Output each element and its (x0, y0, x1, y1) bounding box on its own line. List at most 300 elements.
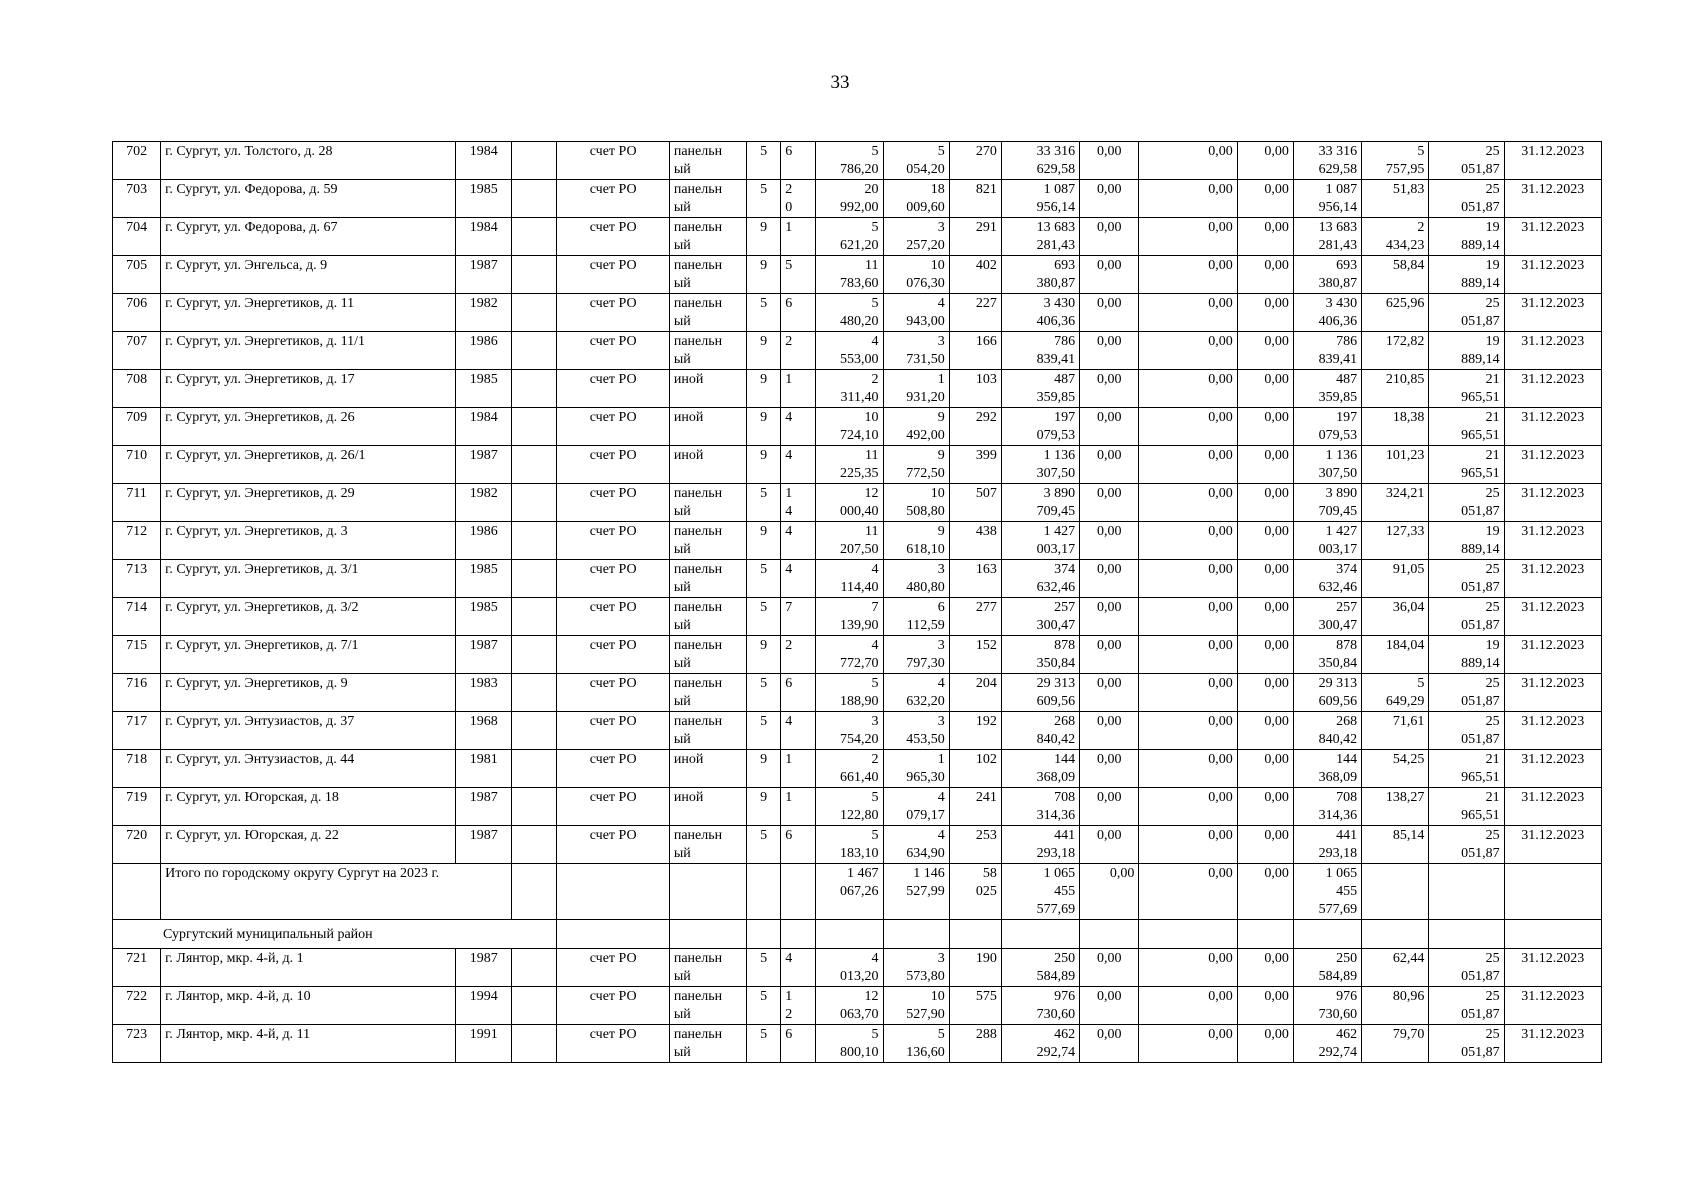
cell-floors: 9 (747, 218, 781, 256)
cell-fund-method: счет РО (557, 987, 669, 1025)
cell-fund-method: счет РО (557, 674, 669, 712)
cell-fund-method: счет РО (557, 370, 669, 408)
cell-address: г. Сургут, ул. Энергетиков, д. 3/2 (161, 598, 456, 636)
cell-wall-material: панельн ый (669, 826, 746, 864)
cell-living-area: 3 453,50 (883, 712, 949, 750)
cell-row-number: 722 (113, 987, 161, 1025)
cell-cost-per-sqm: 127,33 (1362, 522, 1429, 560)
cell-cost-fund: 462 292,74 (1293, 1025, 1361, 1063)
cell-floors: 5 (747, 142, 781, 180)
cell-cost-v3: 0,00 (1237, 256, 1293, 294)
cell-living-area: 3 573,80 (883, 949, 949, 987)
table-row (113, 218, 1602, 256)
cell-cost-v2: 0,00 (1139, 598, 1237, 636)
cell-year: 1987 (456, 826, 512, 864)
cell-total-area: 3 754,20 (816, 712, 883, 750)
cell-residents: 102 (949, 750, 1001, 788)
cell-cost-fund: 250 584,89 (1293, 949, 1361, 987)
cell-limit-cost: 19 889,14 (1429, 218, 1504, 256)
cell-wall-material: панельн ый (669, 598, 746, 636)
cell-residents: 821 (949, 180, 1001, 218)
cell-limit-cost: 19 889,14 (1429, 256, 1504, 294)
cell-repair-cost: 878 350,84 (1001, 636, 1079, 674)
total-area: 1 467 067,26 (816, 864, 883, 920)
cell-cost-per-sqm: 58,84 (1362, 256, 1429, 294)
cell-total-area: 5 183,10 (816, 826, 883, 864)
cell-repair-cost: 1 136 307,50 (1001, 446, 1079, 484)
cell-repair-cost: 268 840,42 (1001, 712, 1079, 750)
cell-cost-fund: 441 293,18 (1293, 826, 1361, 864)
cell-repair-cost: 374 632,46 (1001, 560, 1079, 598)
cell-cost-v3: 0,00 (1237, 522, 1293, 560)
cell-deadline: 31.12.2023 (1504, 218, 1601, 256)
cell-repair-cost: 487 359,85 (1001, 370, 1079, 408)
cell-cost-v3: 0,00 (1237, 598, 1293, 636)
cell-cost-v3: 0,00 (1237, 788, 1293, 826)
cell-cost-fund: 13 683 281,43 (1293, 218, 1361, 256)
cell-cost-per-sqm: 5 757,95 (1362, 142, 1429, 180)
cell-cost-per-sqm: 91,05 (1362, 560, 1429, 598)
cell-cost-fund: 487 359,85 (1293, 370, 1361, 408)
cell-residents: 575 (949, 987, 1001, 1025)
cell-wall-material: панельн ый (669, 1025, 746, 1063)
cell-total-area: 5 621,20 (816, 218, 883, 256)
cell-cost-v2: 0,00 (1139, 218, 1237, 256)
cell-cost-v1: 0,00 (1080, 446, 1139, 484)
cell-cost-per-sqm: 101,23 (1362, 446, 1429, 484)
cell-living-area: 1 931,20 (883, 370, 949, 408)
cell-wall-material: панельн ый (669, 636, 746, 674)
cell-residents: 399 (949, 446, 1001, 484)
cell-total-area: 5 480,20 (816, 294, 883, 332)
cell-cost-v2: 0,00 (1139, 294, 1237, 332)
cell-wall-material: панельн ый (669, 560, 746, 598)
cell-fund-method: счет РО (557, 788, 669, 826)
cell-address: г. Лянтор, мкр. 4-й, д. 1 (161, 949, 456, 987)
cell-total-area: 5 786,20 (816, 142, 883, 180)
cell-cost-per-sqm: 2 434,23 (1362, 218, 1429, 256)
cell-repair-cost: 462 292,74 (1001, 1025, 1079, 1063)
cell-wall-material: панельн ый (669, 987, 746, 1025)
cell-year: 1987 (456, 256, 512, 294)
cell-total-area: 5 800,10 (816, 1025, 883, 1063)
cell-address: г. Сургут, ул. Энтузиастов, д. 44 (161, 750, 456, 788)
section-empty (781, 920, 816, 949)
cell-entrances: 2 (781, 332, 816, 370)
cell-entrances: 5 (781, 256, 816, 294)
cell-wall-material: иной (669, 788, 746, 826)
cell-blank (512, 294, 557, 332)
cell-floors: 9 (747, 256, 781, 294)
cell-total-area: 2 661,40 (816, 750, 883, 788)
cell-deadline: 31.12.2023 (1504, 522, 1601, 560)
table-row (113, 408, 1602, 446)
cell-limit-cost: 25 051,87 (1429, 949, 1504, 987)
cell-row-number: 707 (113, 332, 161, 370)
cell-limit-cost: 21 965,51 (1429, 408, 1504, 446)
cell-cost-fund: 1 087 956,14 (1293, 180, 1361, 218)
section-empty (1001, 920, 1079, 949)
cell-repair-cost: 3 890 709,45 (1001, 484, 1079, 522)
cell-cost-fund: 693 380,87 (1293, 256, 1361, 294)
cell-repair-cost: 29 313 609,56 (1001, 674, 1079, 712)
cell-repair-cost: 197 079,53 (1001, 408, 1079, 446)
cell-cost-v1: 0,00 (1080, 598, 1139, 636)
cell-blank (512, 484, 557, 522)
cell-cost-v1: 0,00 (1080, 826, 1139, 864)
cell-fund-method: счет РО (557, 949, 669, 987)
cell-cost-v3: 0,00 (1237, 712, 1293, 750)
cell-blank (512, 674, 557, 712)
cell-floors: 9 (747, 332, 781, 370)
cell-cost-per-sqm: 54,25 (1362, 750, 1429, 788)
cell-cost-v1: 0,00 (1080, 788, 1139, 826)
table-row (113, 674, 1602, 712)
cell-residents: 163 (949, 560, 1001, 598)
table-row (113, 484, 1602, 522)
table-row (113, 522, 1602, 560)
cell-cost-v3: 0,00 (1237, 142, 1293, 180)
cell-fund-method: счет РО (557, 218, 669, 256)
cell-deadline: 31.12.2023 (1504, 712, 1601, 750)
cell-year: 1982 (456, 294, 512, 332)
cell-cost-v1: 0,00 (1080, 636, 1139, 674)
cell-limit-cost: 25 051,87 (1429, 712, 1504, 750)
cell-repair-cost: 257 300,47 (1001, 598, 1079, 636)
cell-year: 1986 (456, 332, 512, 370)
cell-entrances: 2 0 (781, 180, 816, 218)
cell-blank (512, 446, 557, 484)
cell-total-area: 5 122,80 (816, 788, 883, 826)
total-row (113, 864, 1602, 920)
cell-cost-v2: 0,00 (1139, 636, 1237, 674)
cell-total-area: 7 139,90 (816, 598, 883, 636)
cell-cost-v3: 0,00 (1237, 636, 1293, 674)
cell-cost-v1: 0,00 (1080, 370, 1139, 408)
cell-total-area: 11 783,60 (816, 256, 883, 294)
cell-living-area: 4 943,00 (883, 294, 949, 332)
cell-cost-v2: 0,00 (1139, 560, 1237, 598)
cell-residents: 507 (949, 484, 1001, 522)
cell-deadline: 31.12.2023 (1504, 560, 1601, 598)
table-row (113, 256, 1602, 294)
cell-entrances: 1 (781, 218, 816, 256)
cell-living-area: 10 508,80 (883, 484, 949, 522)
cell-residents: 166 (949, 332, 1001, 370)
cell-floors: 5 (747, 484, 781, 522)
table-row (113, 446, 1602, 484)
cell-address: г. Сургут, ул. Югорская, д. 22 (161, 826, 456, 864)
cell-floors: 5 (747, 949, 781, 987)
total-v1: 0,00 (1080, 864, 1139, 920)
cell-living-area: 3 731,50 (883, 332, 949, 370)
table-row (113, 294, 1602, 332)
cell-address: г. Сургут, ул. Энергетиков, д. 26/1 (161, 446, 456, 484)
cell-cost-v3: 0,00 (1237, 750, 1293, 788)
cell-address: г. Сургут, ул. Энергетиков, д. 26 (161, 408, 456, 446)
cell-cost-fund: 1 136 307,50 (1293, 446, 1361, 484)
cell-blank (512, 598, 557, 636)
cell-deadline: 31.12.2023 (1504, 294, 1601, 332)
cell-row-number: 719 (113, 788, 161, 826)
cell-living-area: 3 797,30 (883, 636, 949, 674)
cell-cost-per-sqm: 5 649,29 (1362, 674, 1429, 712)
cell-cost-v2: 0,00 (1139, 1025, 1237, 1063)
cell-fund-method: счет РО (557, 598, 669, 636)
cell-cost-v2: 0,00 (1139, 370, 1237, 408)
cell-cost-v1: 0,00 (1080, 674, 1139, 712)
cell-fund-method: счет РО (557, 712, 669, 750)
cell-cost-per-sqm: 71,61 (1362, 712, 1429, 750)
cell-row-number: 706 (113, 294, 161, 332)
cell-address: г. Сургут, ул. Энергетиков, д. 3 (161, 522, 456, 560)
cell-wall-material: панельн ый (669, 294, 746, 332)
cell-fund-method: счет РО (557, 560, 669, 598)
cell-cost-v3: 0,00 (1237, 180, 1293, 218)
cell-cost-v1: 0,00 (1080, 256, 1139, 294)
total-v3: 0,00 (1237, 864, 1293, 920)
cell-row-number: 704 (113, 218, 161, 256)
cell-entrances: 6 (781, 294, 816, 332)
section-empty (557, 920, 669, 949)
cell-floors: 5 (747, 826, 781, 864)
cell-deadline: 31.12.2023 (1504, 408, 1601, 446)
cell-floors: 9 (747, 788, 781, 826)
cell-row-number: 723 (113, 1025, 161, 1063)
cell-deadline: 31.12.2023 (1504, 987, 1601, 1025)
cell-cost-v3: 0,00 (1237, 446, 1293, 484)
cell-cost-v3: 0,00 (1237, 294, 1293, 332)
cell-residents: 227 (949, 294, 1001, 332)
cell-floors: 5 (747, 987, 781, 1025)
cell-year: 1985 (456, 598, 512, 636)
cell-living-area: 9 492,00 (883, 408, 949, 446)
cell-cost-v2: 0,00 (1139, 522, 1237, 560)
cell-row-number: 708 (113, 370, 161, 408)
cell-year: 1991 (456, 1025, 512, 1063)
cell-year: 1987 (456, 788, 512, 826)
cell-cost-v3: 0,00 (1237, 218, 1293, 256)
cell-address: г. Сургут, ул. Энергетиков, д. 3/1 (161, 560, 456, 598)
section-empty (1362, 920, 1429, 949)
cell-cost-v3: 0,00 (1237, 484, 1293, 522)
cell-cost-v3: 0,00 (1237, 560, 1293, 598)
section-empty (747, 920, 781, 949)
cell-deadline: 31.12.2023 (1504, 750, 1601, 788)
section-empty (1429, 920, 1504, 949)
cell-living-area: 9 618,10 (883, 522, 949, 560)
cell-repair-cost: 250 584,89 (1001, 949, 1079, 987)
table-row (113, 560, 1602, 598)
cell-cost-v3: 0,00 (1237, 332, 1293, 370)
cell-repair-cost: 1 087 956,14 (1001, 180, 1079, 218)
section-empty (949, 920, 1001, 949)
cell-wall-material: иной (669, 446, 746, 484)
cell-limit-cost: 25 051,87 (1429, 484, 1504, 522)
cell-limit-cost: 25 051,87 (1429, 826, 1504, 864)
cell-blank (512, 560, 557, 598)
cell-living-area: 10 076,30 (883, 256, 949, 294)
cell-limit-cost: 25 051,87 (1429, 180, 1504, 218)
cell-cost-per-sqm: 36,04 (1362, 598, 1429, 636)
cell-entrances: 1 4 (781, 484, 816, 522)
cell-cost-v2: 0,00 (1139, 142, 1237, 180)
cell-cost-v1: 0,00 (1080, 712, 1139, 750)
cell-cost-v2: 0,00 (1139, 180, 1237, 218)
cell-fund-method: счет РО (557, 294, 669, 332)
cell-repair-cost: 13 683 281,43 (1001, 218, 1079, 256)
cell-floors: 5 (747, 674, 781, 712)
table-row (113, 370, 1602, 408)
total-empty (669, 864, 746, 920)
cell-total-area: 4 013,20 (816, 949, 883, 987)
cell-limit-cost: 25 051,87 (1429, 987, 1504, 1025)
cell-residents: 152 (949, 636, 1001, 674)
cell-cost-fund: 976 730,60 (1293, 987, 1361, 1025)
cell-cost-v1: 0,00 (1080, 332, 1139, 370)
cell-total-area: 5 188,90 (816, 674, 883, 712)
cell-cost-v2: 0,00 (1139, 484, 1237, 522)
cell-cost-per-sqm: 51,83 (1362, 180, 1429, 218)
cell-row-number: 716 (113, 674, 161, 712)
cell-year: 1994 (456, 987, 512, 1025)
cell-wall-material: панельн ый (669, 142, 746, 180)
section-empty (816, 920, 883, 949)
cell-address: г. Сургут, ул. Толстого, д. 28 (161, 142, 456, 180)
total-residents: 58 025 (949, 864, 1001, 920)
cell-fund-method: счет РО (557, 826, 669, 864)
cell-wall-material: панельн ый (669, 712, 746, 750)
cell-row-number: 709 (113, 408, 161, 446)
cell-entrances: 2 (781, 636, 816, 674)
cell-limit-cost: 25 051,87 (1429, 294, 1504, 332)
cell-fund-method: счет РО (557, 446, 669, 484)
total-v2: 0,00 (1139, 864, 1237, 920)
total-empty (1429, 864, 1504, 920)
cell-repair-cost: 441 293,18 (1001, 826, 1079, 864)
cell-blank (512, 180, 557, 218)
cell-living-area: 5 136,60 (883, 1025, 949, 1063)
cell-year: 1985 (456, 370, 512, 408)
cell-residents: 253 (949, 826, 1001, 864)
cell-entrances: 4 (781, 522, 816, 560)
cell-year: 1985 (456, 180, 512, 218)
cell-cost-fund: 268 840,42 (1293, 712, 1361, 750)
cell-blank (512, 750, 557, 788)
cell-blank (512, 788, 557, 826)
cell-floors: 5 (747, 598, 781, 636)
cell-total-area: 2 311,40 (816, 370, 883, 408)
cell-wall-material: панельн ый (669, 332, 746, 370)
cell-limit-cost: 19 889,14 (1429, 522, 1504, 560)
cell-cost-v3: 0,00 (1237, 826, 1293, 864)
cell-blank (512, 522, 557, 560)
cell-cost-v2: 0,00 (1139, 256, 1237, 294)
cell-address: г. Сургут, ул. Энергетиков, д. 29 (161, 484, 456, 522)
cell-cost-per-sqm: 85,14 (1362, 826, 1429, 864)
cell-row-number: 720 (113, 826, 161, 864)
cell-limit-cost: 21 965,51 (1429, 750, 1504, 788)
cell-cost-fund: 197 079,53 (1293, 408, 1361, 446)
cell-cost-per-sqm: 79,70 (1362, 1025, 1429, 1063)
cell-limit-cost: 21 965,51 (1429, 446, 1504, 484)
cell-residents: 204 (949, 674, 1001, 712)
cell-wall-material: иной (669, 370, 746, 408)
table-row (113, 332, 1602, 370)
total-empty (1362, 864, 1429, 920)
cell-living-area: 6 112,59 (883, 598, 949, 636)
cell-row-number: 712 (113, 522, 161, 560)
cell-row-number: 710 (113, 446, 161, 484)
cell-cost-v2: 0,00 (1139, 826, 1237, 864)
cell-cost-v1: 0,00 (1080, 560, 1139, 598)
cell-total-area: 4 114,40 (816, 560, 883, 598)
cell-entrances: 4 (781, 446, 816, 484)
cell-deadline: 31.12.2023 (1504, 598, 1601, 636)
cell-cost-fund: 374 632,46 (1293, 560, 1361, 598)
cell-repair-cost: 786 839,41 (1001, 332, 1079, 370)
cell-cost-v1: 0,00 (1080, 218, 1139, 256)
cell-cost-per-sqm: 210,85 (1362, 370, 1429, 408)
cell-blank (512, 256, 557, 294)
cell-entrances: 1 (781, 750, 816, 788)
cell-repair-cost: 33 316 629,58 (1001, 142, 1079, 180)
section-empty (669, 920, 746, 949)
cell-floors: 5 (747, 560, 781, 598)
cell-cost-v2: 0,00 (1139, 712, 1237, 750)
cell-wall-material: панельн ый (669, 218, 746, 256)
cell-cost-v3: 0,00 (1237, 370, 1293, 408)
section-empty (883, 920, 949, 949)
total-empty (557, 864, 669, 920)
cell-cost-v1: 0,00 (1080, 949, 1139, 987)
table-row (113, 750, 1602, 788)
cell-entrances: 4 (781, 560, 816, 598)
cell-year: 1987 (456, 446, 512, 484)
cell-wall-material: панельн ый (669, 949, 746, 987)
cell-row-number: 713 (113, 560, 161, 598)
cell-row-number: 715 (113, 636, 161, 674)
cell-blank (512, 636, 557, 674)
cell-deadline: 31.12.2023 (1504, 484, 1601, 522)
cell-floors: 9 (747, 522, 781, 560)
cell-address: г. Сургут, ул. Энтузиастов, д. 37 (161, 712, 456, 750)
cell-fund-method: счет РО (557, 332, 669, 370)
cell-fund-method: счет РО (557, 522, 669, 560)
cell-cost-v2: 0,00 (1139, 949, 1237, 987)
cell-floors: 9 (747, 408, 781, 446)
cell-limit-cost: 19 889,14 (1429, 332, 1504, 370)
cell-year: 1984 (456, 408, 512, 446)
cell-blank (512, 949, 557, 987)
cell-wall-material: панельн ый (669, 674, 746, 712)
cell-address: г. Сургут, ул. Федорова, д. 59 (161, 180, 456, 218)
cell-residents: 190 (949, 949, 1001, 987)
cell-cost-fund: 1 427 003,17 (1293, 522, 1361, 560)
section-empty (1139, 920, 1237, 949)
cell-cost-v3: 0,00 (1237, 987, 1293, 1025)
cell-cost-fund: 878 350,84 (1293, 636, 1361, 674)
cell-wall-material: панельн ый (669, 256, 746, 294)
cell-cost-v2: 0,00 (1139, 674, 1237, 712)
cell-row-number: 717 (113, 712, 161, 750)
cell-cost-v1: 0,00 (1080, 180, 1139, 218)
cell-address: г. Сургут, ул. Энергетиков, д. 11 (161, 294, 456, 332)
cell-cost-fund: 257 300,47 (1293, 598, 1361, 636)
cell-fund-method: счет РО (557, 142, 669, 180)
cell-cost-v1: 0,00 (1080, 484, 1139, 522)
cell-cost-v2: 0,00 (1139, 788, 1237, 826)
